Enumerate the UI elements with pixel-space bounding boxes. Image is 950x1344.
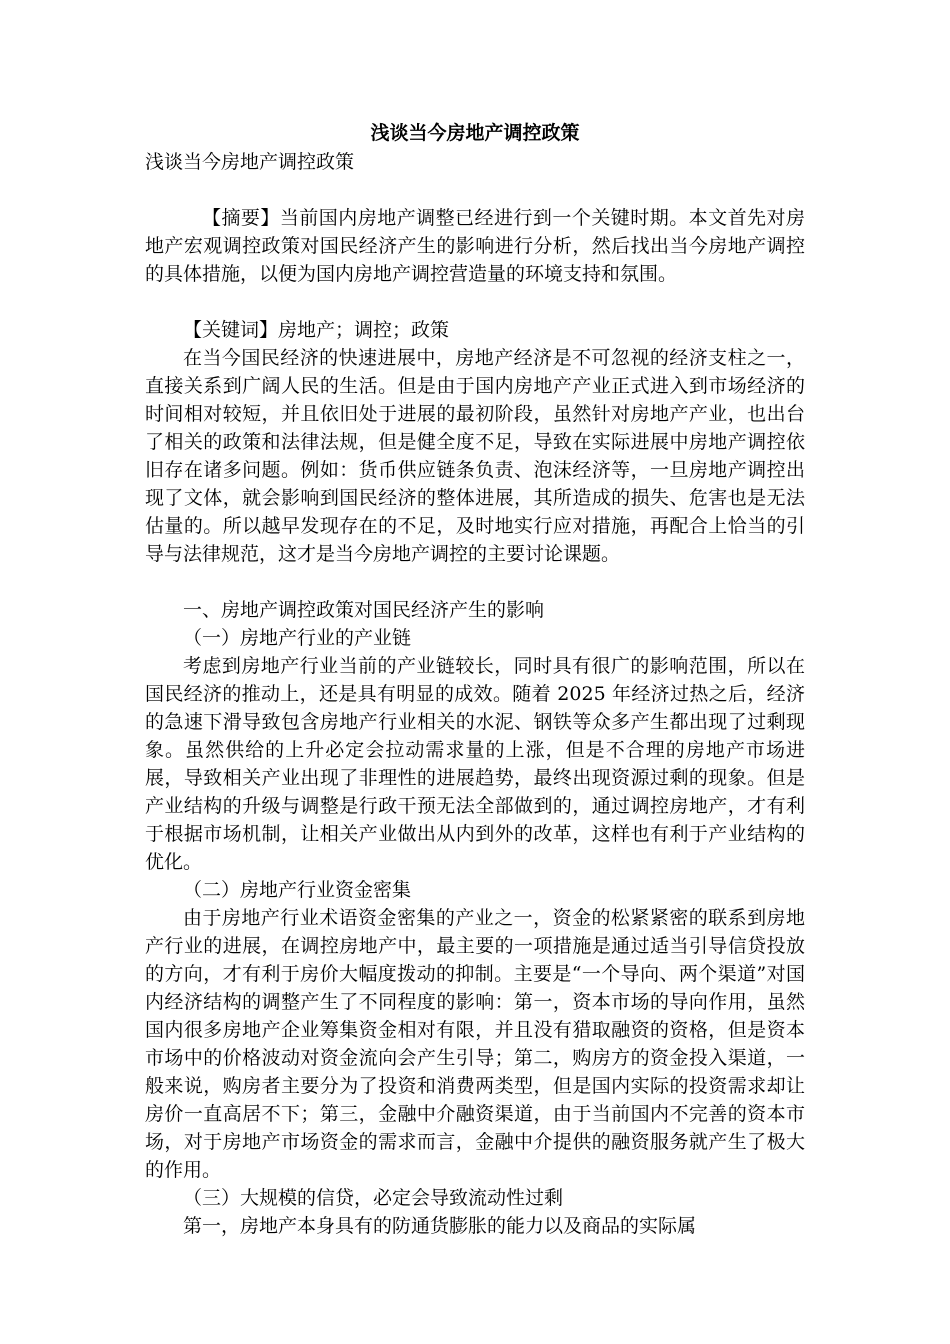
intro-paragraph: 在当今国民经济的快速进展中，房地产经济是不可忽视的经济支柱之一，直接关系到广阔人民的生活。但是由于国内房地产产业正式进入到市场经济的时间相对较短，并且依旧处于进展的最初阶段，虽然针对房地产产业，也出台了相关的政策和法律法规，但是健全度不足，导致在实际进展中房地产调控依旧存在诸多问题。例如：货币供应链条负责、泡沫经济等，一旦房地产调控出现了文体，就会影响到国民经济的整体进展，其所造成的损失、危害也是无法估量的。所以越早发现存在的不足，及时地实行应对措施，再配合上恰当的引导与法律规范，这才是当今房地产调控的主要讨论课题。 xyxy=(145,347,805,565)
spacer xyxy=(145,568,805,596)
keywords-line: 【关键词】房地产；调控；政策 xyxy=(183,319,450,341)
abstract-paragraph: 【摘要】当前国内房地产调整已经进行到一个关键时期。本文首先对房地产宏观调控政策对国民经济产生的影响进行分析，然后找出当今房地产调控的具体措施，以便为国内房地产调控营造量的环境支持和氛围。 xyxy=(145,207,805,285)
spacer xyxy=(145,176,805,204)
subsection-heading-1: （一）房地产行业的产业链 xyxy=(183,627,412,649)
subsection-heading-3: （三）大规模的信贷，必定会导致流动性过剩 xyxy=(183,1187,564,1209)
subsection-paragraph-2: 由于房地产行业术语资金密集的产业之一，资金的松紧紧密的联系到房地产行业的进展，在调控房地产中，最主要的一项措施是通过适当引导信贷投放的方向，才有利于房价大幅度拨动的抑制。主要是“一个导向、两个渠道”对国内经济结构的调整产生了不同程度的影响：第一，资本市场的导向作用，虽然国内很多房地产企业筹集资金相对有限，并且没有猎取融资的资格，但是资本市场中的价格波动对资金流向会产生引导；第二，购房方的资金投入渠道，一般来说，购房者主要分为了投资和消费两类型，但是国内实际的投资需求却让房价一直高居不下；第三，金融中介融资渠道，由于当前国内不完善的资本市场，对于房地产市场资金的需求而言，金融中介提供的融资服务就产生了极大的作用。 xyxy=(145,907,805,1181)
document-title: 浅谈当今房地产调控政策 xyxy=(370,122,580,144)
document-page xyxy=(145,118,805,1240)
section-heading-1: 一、房地产调控政策对国民经济产生的影响 xyxy=(183,599,545,621)
subsection-paragraph-1: 考虑到房地产行业当前的产业链较长，同时具有很广的影响范围，所以在国民经济的推动上，还是具有明显的成效。随着 2025 年经济过热之后，经济的急速下滑导致包含房地产行业相关的水泥、钢铁等众多产生都出现了过剩现象。虽然供给的上升必定会拉动需求量的上涨，但是不合理的房地产市场进展，导致相关产业出现了非理性的进展趋势，最终出现资源过剩的现象。但是产业结构的升级与调整是行政干预无法全部做到的，通过调控房地产，才有利于根据市场机制，让相关产业做出从内到外的改革，这样也有利于产业结构的优化。 xyxy=(145,655,805,873)
subsection-heading-2: （二）房地产行业资金密集 xyxy=(183,879,412,901)
document-subtitle: 浅谈当今房地产调控政策 xyxy=(145,151,355,173)
subsection-paragraph-3: 第一，房地产本身具有的防通货膨胀的能力以及商品的实际属 xyxy=(183,1215,697,1237)
spacer xyxy=(145,288,805,316)
